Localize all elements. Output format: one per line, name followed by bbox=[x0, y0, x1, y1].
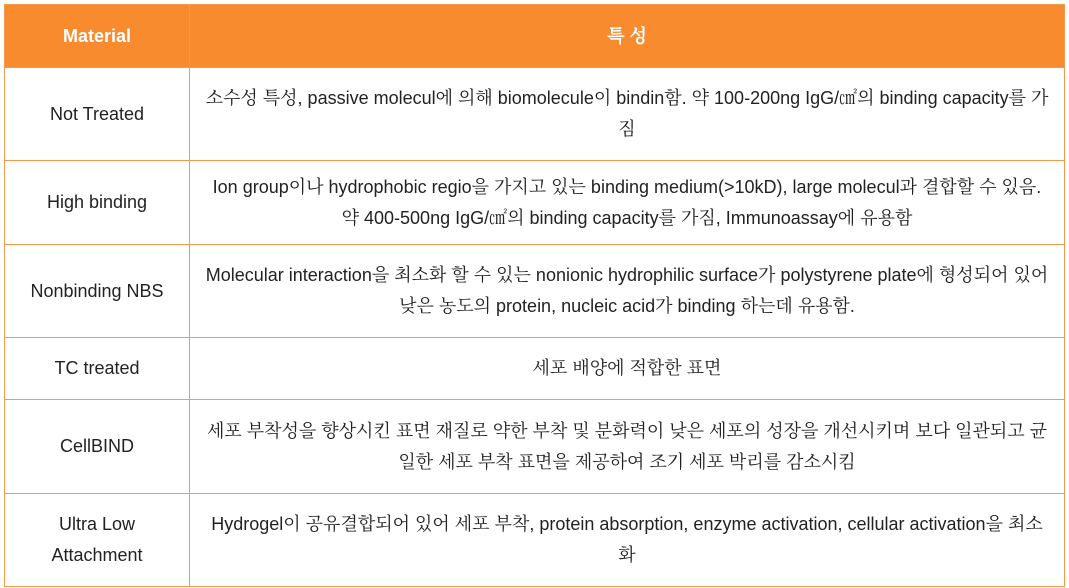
description-cell: 세포 부착성을 향상시킨 표면 재질로 약한 부착 및 분화력이 낮은 세포의 성장을 개선시키며 보다 일관되고 균일한 세포 부착 표면을 제공하여 조기 세포 박리를 감소시킴 bbox=[190, 400, 1065, 494]
table-row bbox=[5, 68, 1065, 161]
table-row bbox=[5, 338, 1065, 400]
description-cell: Molecular interaction을 최소화 할 수 있는 nonionic hydrophilic surface가 polystyrene plate에 형성되어 있어 낮은 농도의 protein, nucleic acid가 binding 하는데 유용함. bbox=[190, 245, 1065, 338]
material-cell: High binding bbox=[5, 161, 190, 245]
description-cell: 세포 배양에 적합한 표면 bbox=[190, 338, 1065, 400]
material-cell: CellBIND bbox=[5, 400, 190, 494]
material-cell: Ultra Low Attachment bbox=[5, 494, 190, 587]
material-properties-table bbox=[4, 4, 1065, 587]
header-property: 특 성 bbox=[190, 5, 1065, 68]
table-row bbox=[5, 245, 1065, 338]
description-cell: Ion group이나 hydrophobic regio을 가지고 있는 binding medium(>10kD), large molecul과 결합할 수 있음. 약 400-500ng IgG/㎠의 binding capacity를 가짐, Immunoassay에 유용함 bbox=[190, 161, 1065, 245]
table-row bbox=[5, 161, 1065, 245]
table-row bbox=[5, 494, 1065, 587]
material-cell: TC treated bbox=[5, 338, 190, 400]
description-cell: Hydrogel이 공유결합되어 있어 세포 부착, protein absorption, enzyme activation, cellular activation을 최소화 bbox=[190, 494, 1065, 587]
description-cell: 소수성 특성, passive molecul에 의해 biomolecule이 bindin함. 약 100-200ng IgG/㎠의 binding capacity를 가짐 bbox=[190, 68, 1065, 161]
material-cell: Nonbinding NBS bbox=[5, 245, 190, 338]
header-material: Material bbox=[5, 5, 190, 68]
material-cell: Not Treated bbox=[5, 68, 190, 161]
table-row bbox=[5, 400, 1065, 494]
header-row bbox=[5, 5, 1065, 68]
